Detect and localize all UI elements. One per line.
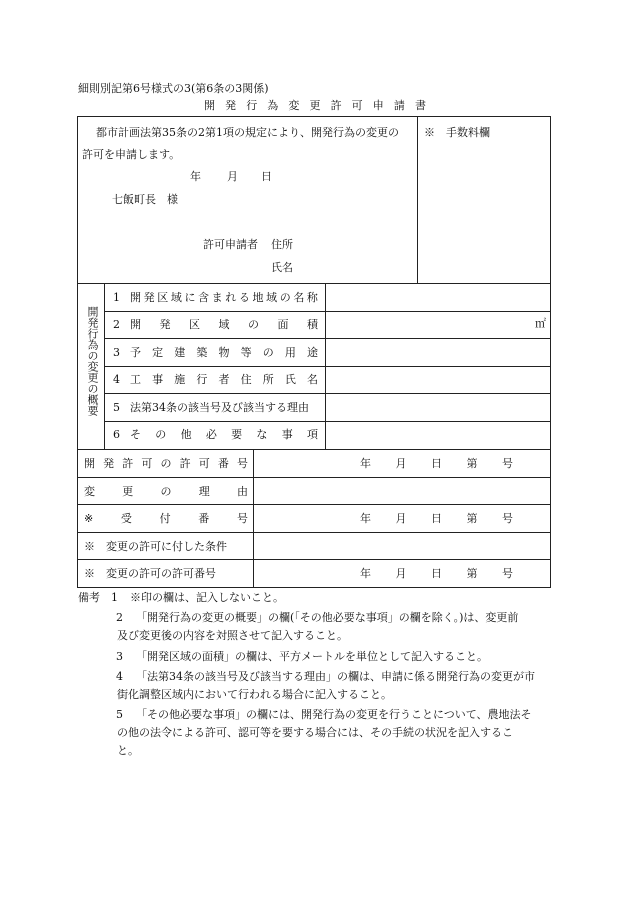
outline-label-char: の (248, 318, 259, 331)
outline-label-char: ま (211, 291, 223, 304)
date-day-label: 日 (261, 170, 272, 183)
area-unit: ㎡ (535, 317, 546, 330)
outline-label-char: 積 (307, 318, 318, 331)
address-label: 住所 (271, 238, 293, 251)
row-label-char: 発 (103, 457, 115, 470)
application-text-line2: 許可を申請します。 (82, 148, 181, 161)
outline-label-char: な (256, 428, 268, 441)
title-char: 申 (372, 99, 384, 112)
date-field-label: 第 (466, 512, 478, 525)
outline-label-char: 必 (205, 428, 217, 441)
note-line: ※印の欄は、記入しないこと。 (130, 591, 284, 604)
outline-label-char: 予 (130, 346, 141, 359)
outline-label-char: の (155, 428, 167, 441)
lower-row-divider (77, 559, 551, 560)
outline-label-char: 事 (281, 428, 293, 441)
outline-label-char: 物 (218, 346, 230, 359)
row-label-char: 変 (84, 485, 95, 498)
outline-label-char: 建 (174, 346, 186, 359)
row-divider (104, 366, 551, 367)
outline-label-char: 称 (306, 291, 318, 304)
outline-item-num: 1 (113, 291, 120, 304)
addressee: 七飯町長 様 (112, 193, 178, 206)
outline-label-char: 発 (143, 291, 155, 304)
form-reference: 細則別記第6号様式の3(第6条の3関係) (78, 82, 269, 95)
outline-label-char: 等 (240, 346, 252, 359)
outline-item-label: 法第34条の該当号及び該当する理由 (130, 401, 309, 414)
note-line: 「その他必要な事項」の欄には、開発行為の変更を行うことについて、農地法そ (136, 708, 532, 721)
outline-label-char: の (279, 291, 291, 304)
row-label-char: ※ (84, 512, 94, 525)
outline-label-char: 者 (218, 373, 230, 386)
outline-label-char: 域 (170, 291, 182, 304)
title-char: 為 (267, 99, 279, 112)
outline-label-char: 含 (198, 291, 210, 304)
outline-label-char: 域 (266, 291, 278, 304)
title-char: 請 (393, 99, 405, 112)
lower-row-divider (77, 532, 551, 533)
outline-label-char: 開 (130, 318, 141, 331)
applicant-label: 許可申請者 (203, 238, 258, 251)
outline-label-char: 住 (240, 373, 252, 386)
outline-item-label (130, 373, 318, 386)
note-line: 「法第34条の該当号及び該当する理由」の欄は、申請に係る開発行為の変更が市 (136, 670, 535, 683)
date-field-label: 号 (502, 457, 513, 470)
date-field-label: 月 (395, 567, 407, 580)
outline-label-char: る (238, 291, 250, 304)
date-month-label: 月 (227, 170, 238, 183)
row-label-permit-number (84, 457, 248, 470)
outline-label-char: 区 (189, 318, 200, 331)
outline-label-char: 所 (262, 373, 274, 386)
fee-column-label: ※ 手数料欄 (424, 126, 490, 139)
outline-item-label (130, 318, 318, 331)
title-char: 行 (246, 99, 258, 112)
row-label-char: 由 (237, 485, 248, 498)
note-number: 5 (116, 708, 123, 721)
form-title (204, 99, 426, 112)
outline-label-char: 氏 (284, 373, 296, 386)
note-number: 1 (111, 591, 118, 604)
note-line: 及び変更後の内容を対照させて記入すること。 (117, 629, 348, 642)
row-label-receipt-number (84, 512, 248, 525)
row-divider (104, 421, 551, 422)
outline-item-label (130, 291, 318, 304)
outline-label-char: 域 (218, 318, 230, 331)
lower-row-divider (77, 477, 551, 478)
date-field-label: 号 (502, 567, 513, 580)
date-field-label: 第 (466, 567, 478, 580)
title-char: 変 (288, 99, 300, 112)
row-divider (104, 393, 551, 394)
row-label-char: 可 (198, 457, 210, 470)
date-field-label: 年 (360, 457, 371, 470)
fee-column-divider (417, 116, 418, 283)
upper-section-bottom (77, 283, 551, 284)
application-text-line1: 都市計画法第35条の2第1項の規定により、開発行為の変更の (96, 126, 399, 139)
note-line: 「開発区域の面積」の欄は、平方メートルを単位として記入すること。 (136, 650, 488, 663)
table-right-border (550, 116, 551, 588)
title-char: 発 (225, 99, 237, 112)
outline-label-char: 行 (196, 373, 208, 386)
outline-label-char: に (184, 291, 196, 304)
note-line: と。 (117, 744, 139, 757)
outline-label-char: 途 (307, 346, 318, 359)
note-line: 「開発行為の変更の概要」の欄(「その他必要な事項」の欄を除く。)は、変更前 (136, 611, 519, 624)
outline-label-char: 開 (130, 291, 141, 304)
outline-item-num: 2 (113, 318, 120, 331)
note-number: 2 (116, 611, 123, 624)
table-top-border (77, 116, 551, 117)
outline-label-char: 名 (307, 373, 318, 386)
date-field-label: 月 (395, 512, 407, 525)
row-label-conditions: ※ 変更の許可に付した条件 (84, 540, 227, 553)
title-char: 更 (309, 99, 321, 112)
outline-label-char: れ (225, 291, 237, 304)
outline-label-char: 他 (180, 428, 192, 441)
row-date-receipt-number (360, 512, 513, 525)
row-label-char: 受 (120, 512, 132, 525)
title-char: 許 (330, 99, 342, 112)
date-field-label: 月 (395, 457, 407, 470)
outline-label-char: そ (130, 428, 141, 441)
outline-item-num: 4 (113, 373, 120, 386)
row-label-char: 更 (122, 485, 134, 498)
row-label-char: 許 (122, 457, 134, 470)
row-divider (104, 311, 551, 312)
table-left-border (77, 116, 78, 588)
row-label-char: の (160, 485, 172, 498)
outline-item-num: 3 (113, 346, 120, 359)
row-date-change-permit-number (360, 567, 513, 580)
row-label-char: 番 (198, 512, 210, 525)
date-field-label: 日 (431, 567, 442, 580)
outline-label-char: 要 (231, 428, 243, 441)
title-char: 書 (414, 99, 426, 112)
lower-row-divider (77, 449, 551, 450)
date-field-label: 年 (360, 512, 371, 525)
lower-row-divider (77, 504, 551, 505)
outline-item-num: 6 (113, 428, 120, 441)
date-field-label: 号 (502, 512, 513, 525)
row-label-char: 付 (159, 512, 171, 525)
row-label-char: 可 (141, 457, 153, 470)
outline-label-char: 定 (152, 346, 164, 359)
row-label-char: の (160, 457, 172, 470)
row-divider (104, 338, 551, 339)
outline-label-char: 施 (174, 373, 186, 386)
outline-label-char: 面 (277, 318, 289, 331)
row-label-change-permit-number: ※ 変更の許可の許可番号 (84, 567, 216, 580)
row-label-char: 開 (84, 457, 95, 470)
row-label-change-reason (84, 485, 248, 498)
row-label-char: 号 (236, 512, 248, 525)
note-line: の他の法令による許可、認可等を要する場合には、その手続の状況を記入するこ (117, 726, 513, 739)
notes-heading: 備考 (78, 591, 100, 604)
title-char: 可 (351, 99, 363, 112)
outline-label-char: 項 (306, 428, 318, 441)
note-number: 4 (116, 670, 123, 683)
row-label-char: 番 (217, 457, 229, 470)
outline-side-label: 開発行為の変更の概要 (86, 306, 99, 416)
outline-label-char: 工 (130, 373, 141, 386)
date-year-label: 年 (190, 170, 201, 183)
outline-label-char: 名 (293, 291, 305, 304)
name-label: 氏名 (271, 261, 293, 274)
outline-label-char: 用 (284, 346, 296, 359)
outline-label-char: 事 (152, 373, 164, 386)
outline-item-num: 5 (113, 401, 120, 414)
table-bottom-border (77, 587, 551, 588)
outline-label-char: 地 (252, 291, 264, 304)
row-label-char: 許 (179, 457, 191, 470)
outline-item-label (130, 346, 318, 359)
outline-label-char: の (262, 346, 274, 359)
row-label-char: 理 (198, 485, 210, 498)
row-label-char: 号 (237, 457, 248, 470)
title-char: 開 (204, 99, 215, 112)
note-line: 街化調整区域内において行われる場合に記入すること。 (117, 688, 392, 701)
row-date-permit-number (360, 457, 513, 470)
outline-label-char: 発 (159, 318, 171, 331)
lower-label-divider (253, 449, 254, 587)
date-field-label: 日 (431, 457, 442, 470)
outline-item-label (130, 428, 318, 441)
outline-label-char: 区 (157, 291, 169, 304)
date-field-label: 日 (431, 512, 442, 525)
date-field-label: 年 (360, 567, 371, 580)
date-field-label: 第 (466, 457, 478, 470)
note-number: 3 (116, 650, 123, 663)
outline-label-char: 築 (196, 346, 208, 359)
